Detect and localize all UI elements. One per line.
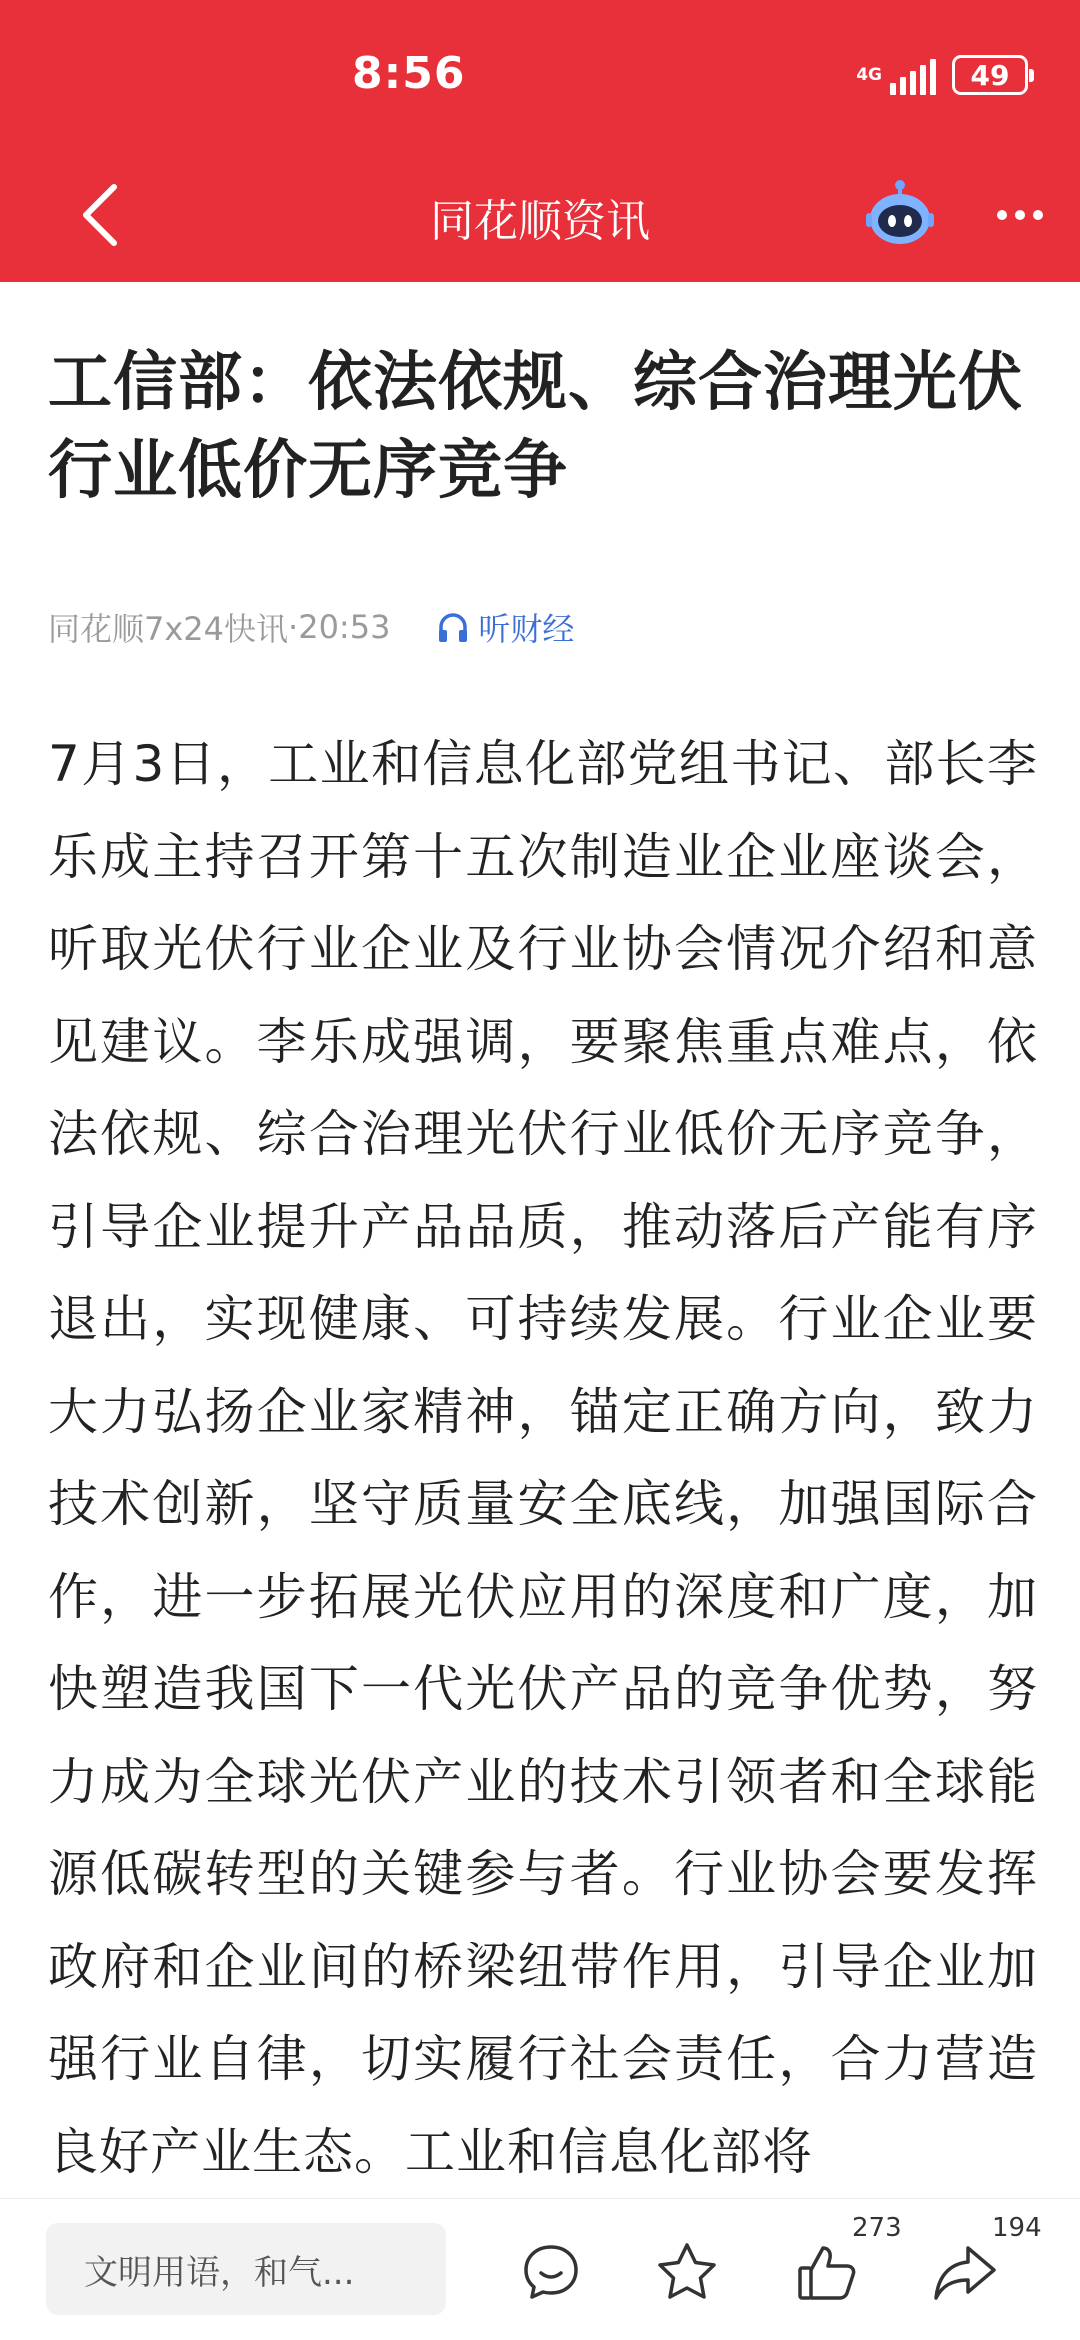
battery-icon bbox=[952, 55, 1028, 95]
nav-bar bbox=[0, 155, 1080, 282]
article-meta bbox=[48, 604, 574, 650]
share-count: 194 bbox=[992, 2213, 1042, 2243]
battery-level: 49 bbox=[970, 58, 1010, 92]
signal-bar bbox=[920, 65, 926, 95]
star-icon bbox=[655, 2240, 719, 2304]
signal-bar bbox=[890, 83, 896, 95]
share-button[interactable] bbox=[930, 2237, 1000, 2307]
article-time: 20:53 bbox=[298, 608, 391, 646]
comment-input[interactable]: 文明用语，和气... bbox=[46, 2223, 446, 2315]
meta-separator: · bbox=[288, 608, 299, 646]
network-type: 4G bbox=[856, 65, 882, 85]
signal-bar bbox=[900, 77, 906, 95]
share-icon bbox=[932, 2240, 998, 2304]
comment-icon bbox=[520, 2241, 582, 2303]
status-time: 8:56 bbox=[352, 48, 466, 99]
signal-bar bbox=[930, 59, 936, 95]
article-source: 同花顺7x24快讯 bbox=[48, 610, 289, 648]
article-title: 工信部：依法依规、综合治理光伏行业低价无序竞争 bbox=[48, 346, 1023, 508]
article-content[interactable] bbox=[0, 282, 1080, 2198]
more-dots-icon[interactable] bbox=[980, 175, 1060, 255]
status-bar bbox=[0, 0, 1080, 155]
nav-title: 同花顺资讯 bbox=[430, 196, 650, 247]
robot-assistant-icon bbox=[864, 177, 936, 249]
like-count: 273 bbox=[852, 2213, 902, 2243]
more-dot bbox=[1015, 210, 1025, 220]
bottom-bar bbox=[0, 2198, 1080, 2340]
status-indicators bbox=[856, 52, 1028, 98]
signal-bar bbox=[910, 71, 916, 95]
listen-label: 听财经 bbox=[478, 610, 575, 648]
listen-button[interactable] bbox=[436, 604, 574, 650]
more-dot bbox=[997, 210, 1007, 220]
like-icon bbox=[795, 2240, 859, 2304]
more-dot bbox=[1033, 210, 1043, 220]
robot-assistant-button[interactable] bbox=[860, 173, 940, 253]
headphones-icon bbox=[436, 610, 470, 644]
article-body: 7月3日，工业和信息化部党组书记、部长李乐成主持召开第十五次制造业企业座谈会，听取光伏行业企业及行业协会情况介绍和意见建议。李乐成强调，要聚焦重点难点，依法依规、综合治理光伏行业低价无序竞争，引导企业提升产品品质，推动落后产能有序退出，实现健康、可持续发展。行业企业要大力弘扬企业家精神，锚定正确方向，致力技术创新，坚守质量安全底线，加强国际合作，进一步拓展光伏应用的深度和广度，加快塑造我国下一代光伏产品的竞争优势，努力成为全球光伏产业的技术引领者和全球能源低碳转型的关键参与者。行业协会要发挥政府和企业间的桥梁纽带作用，引导企业加强行业自律，切实履行社会责任，合力营造良好产业生态。工业和信息化部将 bbox=[48, 735, 1038, 2181]
like-button[interactable] bbox=[792, 2237, 862, 2307]
signal-icon bbox=[856, 55, 936, 95]
favorite-button[interactable] bbox=[652, 2237, 722, 2307]
comment-button[interactable] bbox=[516, 2237, 586, 2307]
